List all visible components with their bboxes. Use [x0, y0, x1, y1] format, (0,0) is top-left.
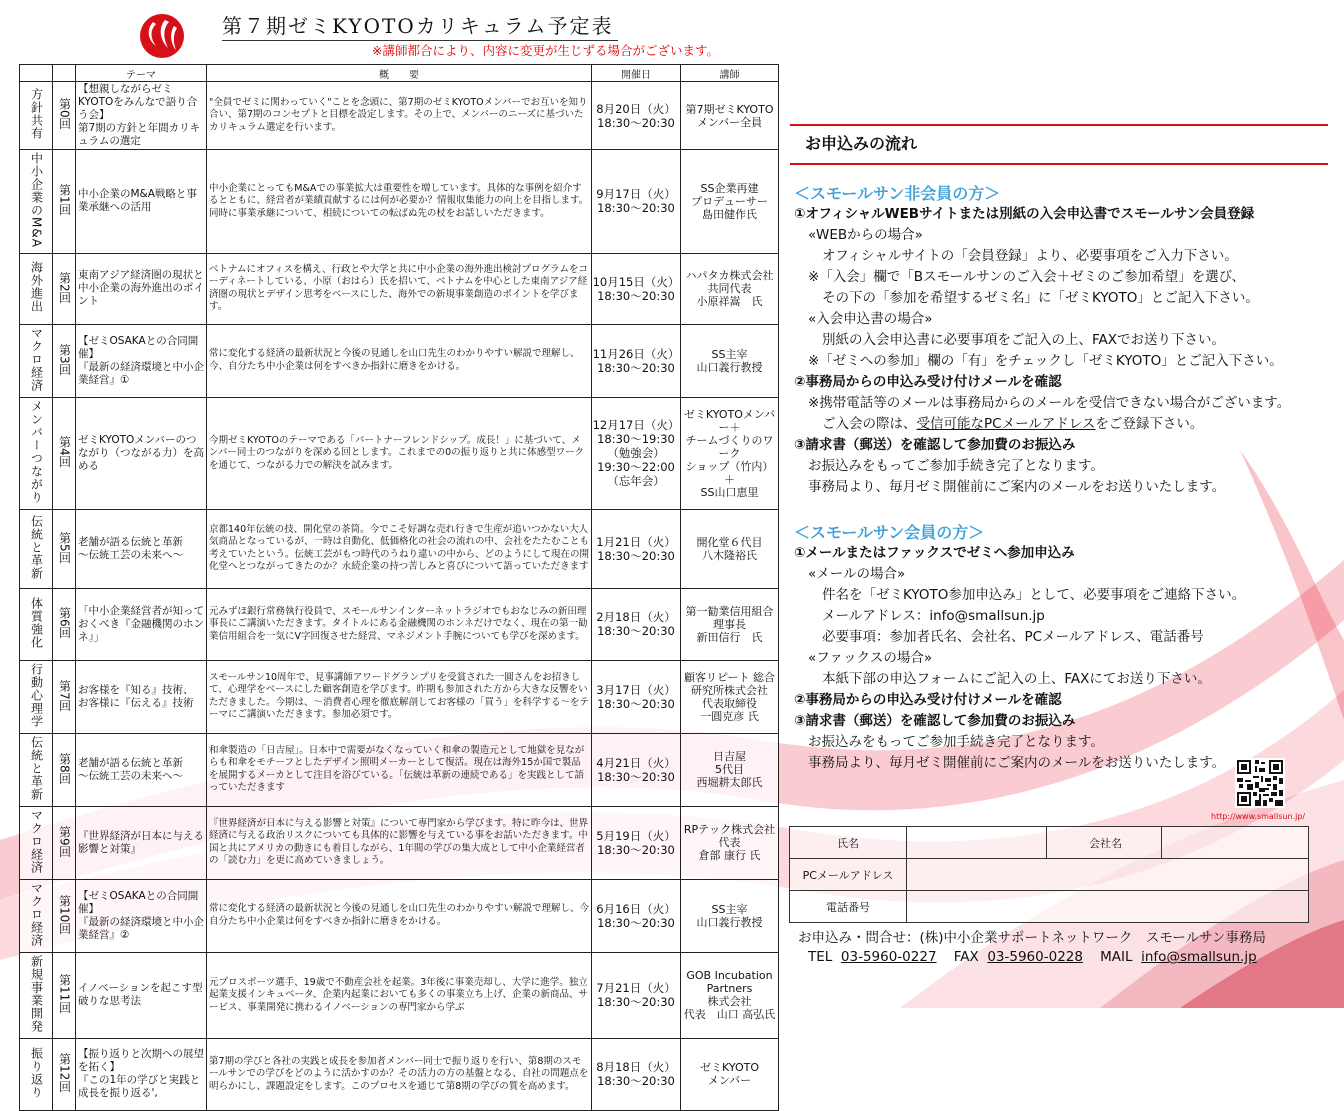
row-category — [20, 806, 53, 879]
row-category — [20, 879, 53, 952]
email-label: PCメールアドレス — [790, 859, 907, 891]
row-theme: お客様を『知る』技術、 お客様に『伝える』技術 — [76, 660, 207, 733]
heading-top-rule — [790, 124, 1328, 126]
qr-code[interactable] — [1235, 758, 1285, 808]
step-heading: ②事務局からの申込み受け付けメールを確認 — [794, 374, 1062, 390]
table-row — [20, 509, 779, 588]
row-lecturer: GOB Incubation Partners 株式会社 代表 山口 高弘氏 — [681, 952, 779, 1038]
flow-text: メールアドレス：info@smallsun.jp — [822, 608, 1045, 624]
mail-label: MAIL — [1100, 949, 1133, 965]
row-theme: イノベーションを起こす型破りな思考法 — [76, 952, 207, 1038]
change-notice: ※講師都合により、内容に変更が生じずる場合がございます。 — [372, 43, 719, 58]
table-row — [20, 806, 779, 879]
row-category — [20, 588, 53, 660]
row-category-text: メンバーつながり — [29, 399, 44, 504]
flow-text: 必要事項：参加者氏名、会社名、PCメールアドレス、電話番号 — [822, 629, 1204, 645]
fax-label: FAX — [953, 949, 979, 965]
row-date: 4月21日（火） 18:30～20:30 — [592, 733, 681, 806]
row-theme: 【ゼミOSAKAとの合同開催】 『最新の経済環境と中小企業経営』② — [76, 879, 207, 952]
row-theme: 老舗が語る伝統と革新 ～伝統工芸の未来へ～ — [76, 509, 207, 588]
row-date: 5月19日（火） 18:30～20:30 — [592, 806, 681, 879]
step-heading: ③請求書（郵送）を確認して参加費のお振込み — [794, 713, 1076, 729]
row-date: 2月18日（火） 18:30～20:30 — [592, 588, 681, 660]
row-date: 1月21日（火） 18:30～20:30 — [592, 509, 681, 588]
row-category-text: マクロ経済 — [29, 326, 44, 392]
header-date: 開催日 — [592, 65, 681, 82]
row-summary: スモールサン10周年で、見事講師アワードグランプリを受賞された一圓さんをお招きして、心理学をベースにした顧客創造を学びます。昨期も参加された方から大きな反響をいただきました。今期は、～消費者心理を徹底解剖してお客様の「買う」を科学する～をテーマにご講演いただきます。参加必須です。 — [207, 660, 592, 733]
row-number-text: 第7回 — [57, 679, 72, 712]
header-category — [20, 65, 53, 82]
row-number-text: 第0回 — [57, 98, 72, 130]
flow-text: お振込みをもってご参加手続き完了となります。 — [808, 458, 1104, 474]
row-summary: "全員でゼミに関わっていく"ことを念頭に、第7期のゼミKYOTOメンバーでお互いを知り合い、第7期のコンセプトと目標を設定します。その上で、メンバーのニーズに基づいたカリキュラム選定を行います。 — [207, 82, 592, 150]
contact-numbers — [798, 948, 1266, 967]
row-number-text: 第12回 — [57, 1053, 72, 1093]
row-theme: 【想親しながらゼミKYOTOをみんなで語り合う会】 第7期の方針と年間カリキュラムの選定 — [76, 82, 207, 150]
table-row — [20, 952, 779, 1038]
row-number — [53, 82, 76, 150]
page-title: 第７期ゼミKYOTOカリキュラム予定表 — [222, 10, 618, 41]
step-heading: ①オフィシャルWEBサイトまたは別紙の入会申込書でスモールサン会員登録 — [794, 206, 1255, 222]
row-number — [53, 660, 76, 733]
row-number — [53, 1038, 76, 1110]
row-lecturer: SS主宰 山口義行教授 — [681, 879, 779, 952]
row-theme: 『世界経済が日本に与える影響と対策』 — [76, 806, 207, 879]
row-summary: 中小企業にとってもM&Aでの事業拡大は重要性を増しています。具体的な事例を紹介するとともに、経営者が業績貢献するには何が必要か？情報収集能力の向上を目指します。同時に事業承継について、相続についての転ばぬ先の杖をお話しいただきます。 — [207, 150, 592, 254]
table-row — [20, 588, 779, 660]
table-row — [20, 1038, 779, 1110]
smallsun-logo — [138, 12, 186, 60]
website-url[interactable]: http://www.smallsun.jp/ — [1211, 812, 1306, 821]
name-field[interactable] — [907, 827, 1047, 859]
row-theme: 「中小企業経営者が知っておくべき『金融機関のホンネ』」 — [76, 588, 207, 660]
row-lecturer: 開化堂６代目 八木隆裕氏 — [681, 509, 779, 588]
row-number — [53, 952, 76, 1038]
row-lecturer: SS企業再建 プロデューサー 島田健作氏 — [681, 150, 779, 254]
row-category-text: 海外進出 — [29, 261, 44, 314]
step-heading: ③請求書（郵送）を確認して参加費のお振込み — [794, 437, 1076, 453]
company-label-text: 会社名 — [1089, 836, 1122, 850]
flow-text: «WEBからの場合» — [808, 227, 923, 243]
step-heading: ②事務局からの申込み受け付けメールを確認 — [794, 692, 1062, 708]
contact-line: お申込み・問合せ：(株)中小企業サポートネットワーク スモールサン事務局 — [798, 930, 1266, 946]
table-row — [20, 150, 779, 254]
row-category-text: マクロ経済 — [29, 808, 44, 874]
row-theme: 【ゼミOSAKAとの合同開催】 『最新の経済環境と中小企業経営』① — [76, 324, 207, 397]
row-category-text: 行動心理学 — [29, 662, 44, 728]
row-category — [20, 82, 53, 150]
table-row — [20, 397, 779, 509]
row-category-text: 体質強化 — [29, 596, 44, 649]
flow-text: 件名を「ゼミKYOTO参加申込み」として、必要事項をご連絡下さい。 — [822, 587, 1246, 603]
row-summary: 常に変化する経済の最新状況と今後の見通しを山口先生のわかりやすい解説で理解し、今自分たち中小企業は何をすべきか指針に磨きをかける。 — [207, 879, 592, 952]
row-number — [53, 879, 76, 952]
row-summary: 今期ゼミKYOTOのテーマである「パートナーフレンドシップ。成長！」に基づいて、メンバー同士のつながりを深める回とします。これまでの0の振り返りと共に体感型ワークを通じて、つながる力での解決を試みます。 — [207, 397, 592, 509]
row-number — [53, 253, 76, 324]
table-row — [20, 879, 779, 952]
application-form — [789, 826, 1309, 923]
application-flow-heading: お申込みの流れ — [805, 134, 918, 153]
row-summary: 元プロスポーツ選手、19歳で不動産会社を起業。3年後に事業売却し、大学に進学。独立起業支援インキュベータ、企業内起業においても多くの事業立ち上げ、企業の新商品、サービス、事業開発に携わるイノベーションの専門家から学ぶ — [207, 952, 592, 1038]
section-heading: ＜スモールサン非会員の方＞ — [794, 184, 1001, 203]
row-category — [20, 253, 53, 324]
row-category — [20, 733, 53, 806]
underlined-phrase: 受信可能なPCメールアドレス — [916, 416, 1096, 432]
flow-text: «入会申込書の場合» — [808, 311, 933, 327]
phone-field[interactable] — [907, 891, 1309, 923]
mail-address[interactable]: info@smallsun.jp — [1141, 949, 1257, 965]
row-number-text: 第6回 — [57, 607, 72, 639]
row-date: 11月26日（火） 18:30～20:30 — [592, 324, 681, 397]
flow-text: お振込みをもってご参加手続き完了となります。 — [808, 734, 1104, 750]
row-summary: 常に変化する経済の最新状況と今後の見通しを山口先生のわかりやすい解説で理解し、今、自分たち中小企業は何をすべきか指針に磨きをかける。 — [207, 324, 592, 397]
row-date: 9月17日（火） 18:30～20:30 — [592, 150, 681, 254]
row-lecturer: 日吉屋 5代目 西堀耕太郎氏 — [681, 733, 779, 806]
row-theme: 老舗が語る伝統と革新 ～伝統工芸の未来へ～ — [76, 733, 207, 806]
row-category-text: 伝統と革新 — [29, 735, 44, 801]
step-heading: ①メールまたはファックスでゼミへ参加申込み — [794, 545, 1075, 561]
flow-text: ※「ゼミへの参加」欄の「有」をチェックし「ゼミKYOTO」とご記入下さい。 — [808, 353, 1283, 369]
row-category-text: 振り返り — [29, 1046, 44, 1099]
flow-text: その下の「参加を希望するゼミ名」に「ゼミKYOTO」とご記入下さい。 — [822, 290, 1259, 306]
row-lecturer: ハパタカ株式会社 共同代表 小原祥嵩 氏 — [681, 253, 779, 324]
row-category-text: 新規事業開発 — [29, 954, 44, 1033]
row-date: 10月15日（火） 18:30～20:30 — [592, 253, 681, 324]
row-theme: ゼミKYOTOメンバーのつながり（つながる力）を高める — [76, 397, 207, 509]
row-category — [20, 397, 53, 509]
flow-text: ご入会の際は、受信可能なPCメールアドレスをご登録下さい。 — [822, 416, 1204, 432]
row-number — [53, 806, 76, 879]
contact-info — [798, 929, 1266, 967]
row-number-text: 第9回 — [57, 825, 72, 858]
company-field[interactable] — [1162, 827, 1309, 859]
tel-number[interactable]: 03-5960-0227 — [840, 949, 937, 965]
row-category-text: 伝統と革新 — [29, 514, 44, 580]
row-lecturer: RPテック株式会社 代表 倉部 康行 氏 — [681, 806, 779, 879]
header-lecturer: 講師 — [681, 65, 779, 82]
fax-number[interactable]: 03-5960-0228 — [987, 949, 1083, 965]
row-category — [20, 1038, 53, 1110]
tel-label: TEL — [808, 949, 833, 965]
row-category — [20, 509, 53, 588]
row-category-text: マクロ経済 — [29, 881, 44, 947]
row-category-text: 方針共有 — [29, 88, 44, 140]
row-date: 3月17日（火） 18:30～20:30 — [592, 660, 681, 733]
header-number — [53, 65, 76, 82]
row-date: 8月20日（火） 18:30～20:30 — [592, 82, 681, 150]
row-date: 6月16日（火） 18:30～20:30 — [592, 879, 681, 952]
row-lecturer: 第7期ゼミKYOTO メンバー全員 — [681, 82, 779, 150]
table-row — [20, 324, 779, 397]
row-number-text: 第3回 — [57, 343, 72, 376]
row-category — [20, 660, 53, 733]
flow-text: ※「入会」欄で「Bスモールサンのご入会＋ゼミのご参加希望」を選び、 — [808, 269, 1246, 285]
flow-text: «ファックスの場合» — [808, 650, 933, 666]
row-lecturer: 顧客リピート 総合 研究所株式会社 代表取締役 一圓克彦 氏 — [681, 660, 779, 733]
row-number-text: 第8回 — [57, 752, 72, 785]
flow-text: 本紙下部の申込フォームにご記入の上、FAXにてお送り下さい。 — [822, 671, 1211, 687]
row-category — [20, 150, 53, 254]
phone-label: 電話番号 — [790, 891, 907, 923]
flow-text: «メールの場合» — [808, 566, 906, 582]
flow-text: オフィシャルサイトの「会員登録」より、必要事項をご入力下さい。 — [822, 248, 1238, 264]
row-category — [20, 324, 53, 397]
row-lecturer: ゼミKYOTO メンバー — [681, 1038, 779, 1110]
table-row — [20, 253, 779, 324]
row-date: 8月18日（火） 18:30～20:30 — [592, 1038, 681, 1110]
name-label: 氏名 — [790, 827, 907, 859]
row-number — [53, 397, 76, 509]
curriculum-table — [19, 64, 779, 1111]
row-lecturer: 第一勧業信用組合 理事長 新田信行 氏 — [681, 588, 779, 660]
row-number — [53, 733, 76, 806]
header-theme: テーマ — [76, 65, 207, 82]
row-number — [53, 588, 76, 660]
row-category-text: 中小企業のM&A — [29, 152, 44, 248]
flow-text: 別紙の入会申込書に必要事項をご記入の上、FAXでお送り下さい。 — [822, 332, 1226, 348]
row-theme: 中小企業のM&A戦略と事業承継への活用 — [76, 150, 207, 254]
table-header-row — [20, 65, 779, 82]
row-lecturer: SS主宰 山口義行教授 — [681, 324, 779, 397]
table-row — [20, 733, 779, 806]
company-label — [1047, 827, 1162, 859]
row-date: 7月21日（火） 18:30～20:30 — [592, 952, 681, 1038]
row-summary: 京都140年伝統の技、開化堂の茶筒。今でこそ好調な売れ行きで生産が追いつかない大人気商品となっているが、一時は自動化、低価格化の社会の流れの中、会社をたたむことも考えていたという。伝統工芸がもつ時代のうねり違いの中から、どのようにして現在の開化堂へとつながってきたのか？永続企業の持つ苦しみと喜びについて語っていただきます — [207, 509, 592, 588]
row-number-text: 第4回 — [57, 436, 72, 468]
row-theme: 【振り返りと次期への展望を拓く】 『この1年の学びと実践と成長を振り返る', — [76, 1038, 207, 1110]
section-heading: ＜スモールサン会員の方＞ — [794, 523, 985, 542]
row-number — [53, 509, 76, 588]
row-theme: 東南アジア経済圏の現状と中小企業の海外進出のポイント — [76, 253, 207, 324]
row-number — [53, 324, 76, 397]
row-summary: 和傘製造の「日吉屋」。日本中で需要がなくなっていく和傘の製造元として地獄を見ながらも和傘をモチーフとしたデザイン照明メーカーとして復活。現在は海外15か国で製品を展開するメーカとして注目を浴びている。「伝統は革新の連続である」を実践として語っていただきます — [207, 733, 592, 806]
row-number-text: 第1回 — [57, 184, 72, 216]
row-number-text: 第2回 — [57, 271, 72, 304]
application-flow-body — [794, 183, 1334, 774]
table-row — [20, 660, 779, 733]
header-summary: 概 要 — [207, 65, 592, 82]
row-lecturer: ゼミKYOTOメンバー＋ チームづくりのワーク ショップ（竹内）＋ SS山口恵里 — [681, 397, 779, 509]
row-number-text: 第5回 — [57, 531, 72, 564]
row-category — [20, 952, 53, 1038]
row-summary: 『世界経済が日本に与える影響と対策』について専門家から学びます。特に昨今は、世界経済に与える政治リスクについても具体的に影響を与えている事をお話いただきます。中国と共にアメリカの動きにも着目しながら、1年間の学びの集大成として中小企業経営者の「読む力」を更に高めていきましょう。 — [207, 806, 592, 879]
row-summary: ベトナムにオフィスを構え、行政とや大学と共に中小企業の海外進出検討プログラムをコーディネートしている、小原（おはら）氏を招いて、ベトナムを中心とした東南アジア経済圏の現状とデザイン思考をベースにした、海外での新規事業創造のポイントを学びます。 — [207, 253, 592, 324]
row-date: 12月17日（火） 18:30～19:30 （勉強会） 19:30～22:00 （忘年会） — [592, 397, 681, 509]
heading-bottom-rule — [790, 163, 1328, 165]
flow-text: 事務局より、毎月ゼミ開催前にご案内のメールをお送りいたします。 — [808, 755, 1226, 771]
table-row — [20, 82, 779, 150]
row-number — [53, 150, 76, 254]
row-summary: 第7期の学びと各社の実践と成長を参加者メンバー同士で振り返りを行い、第8期のスモールサンでの学びをどのように活かすのか？その活力の方の基盤となる、自社の問題点を明らかにし、課題設定をします。このプロセスを通じて第8期の学びの質を高めます。 — [207, 1038, 592, 1110]
flow-text: ※携帯電話等のメールは事務局からのメールを受信できない場合がございます。 — [808, 395, 1291, 411]
row-number-text: 第10回 — [57, 894, 72, 935]
flow-text: 事務局より、毎月ゼミ開催前にご案内のメールをお送りいたします。 — [808, 479, 1226, 495]
row-summary: 元みずほ銀行常務執行役員で、スモールサンインターネットラジオでもおなじみの新田理事長にご講演いただきます。タイトルにある金融機関のホンネだけでなく、現在の第一勧業信用組合を一気にV字回復させた経営、マネジメント手腕についても学びを深めます。 — [207, 588, 592, 660]
email-field[interactable] — [907, 859, 1309, 891]
row-number-text: 第11回 — [57, 974, 72, 1014]
